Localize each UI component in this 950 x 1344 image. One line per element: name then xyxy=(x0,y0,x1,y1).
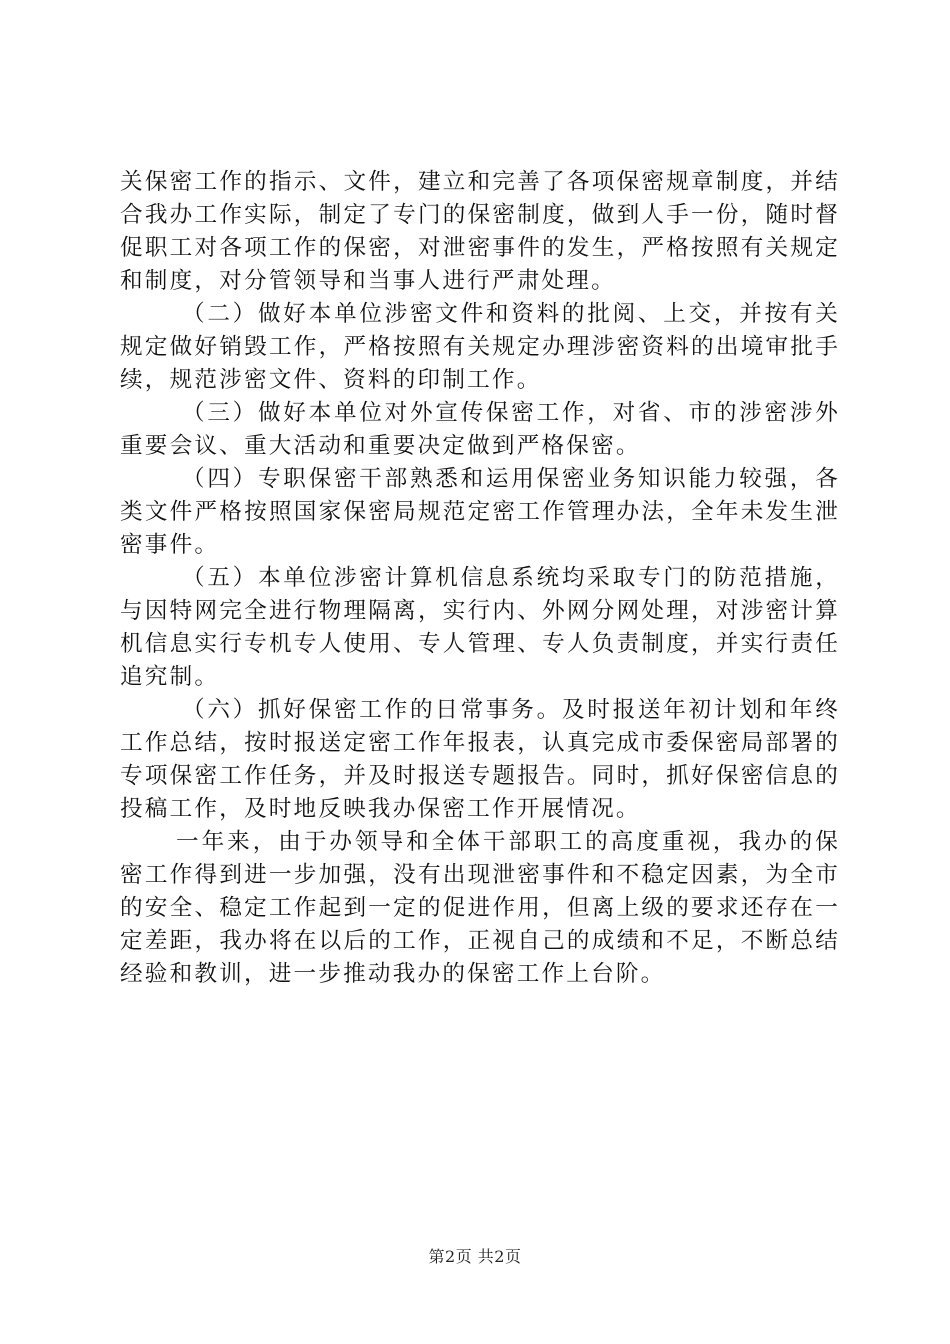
paragraph-item-5: （五）本单位涉密计算机信息系统均采取专门的防范措施，与因特网完全进行物理隔离，实行内、外网分网处理，对涉密计算机信息实行专机专人使用、专人管理、专人负责制度，并实行责任追究制。 xyxy=(120,565,840,690)
paragraph-item-6: （六）抓好保密工作的日常事务。及时报送年初计划和年终工作总结，按时报送定密工作年报表，认真完成市委保密局部署的专项保密工作任务，并及时报送专题报告。同时，抓好保密信息的投稿工作，及时地反映我办保密工作开展情况。 xyxy=(120,697,840,822)
paragraph-item-2: （二）做好本单位涉密文件和资料的批阅、上交，并按有关规定做好销毁工作，严格按照有关规定办理涉密资料的出境审批手续，规范涉密文件、资料的印制工作。 xyxy=(120,301,840,393)
paragraph-continuation: 关保密工作的指示、文件，建立和完善了各项保密规章制度，并结合我办工作实际，制定了专门的保密制度，做到人手一份，随时督促职工对各项工作的保密，对泄密事件的发生，严格按照有关规定和制度，对分管领导和当事人进行严肃处理。 xyxy=(120,169,840,294)
paragraph-item-3: （三）做好本单位对外宣传保密工作，对省、市的涉密涉外重要会议、重大活动和重要决定做到严格保密。 xyxy=(120,400,840,459)
paragraph-item-4: （四）专职保密干部熟悉和运用保密业务知识能力较强，各类文件严格按照国家保密局规范定密工作管理办法，全年未发生泄密事件。 xyxy=(120,466,840,558)
page-number-footer: 第2页 共2页 xyxy=(428,1247,522,1266)
document-body xyxy=(120,166,840,991)
paragraph-conclusion: 一年来，由于办领导和全体干部职工的高度重视，我办的保密工作得到进一步加强，没有出现泄密事件和不稳定因素，为全市的安全、稳定工作起到一定的促进作用，但离上级的要求还存在一定差距，我办将在以后的工作，正视自己的成绩和不足，不断总结经验和教训，进一步推动我办的保密工作上台阶。 xyxy=(120,829,840,987)
